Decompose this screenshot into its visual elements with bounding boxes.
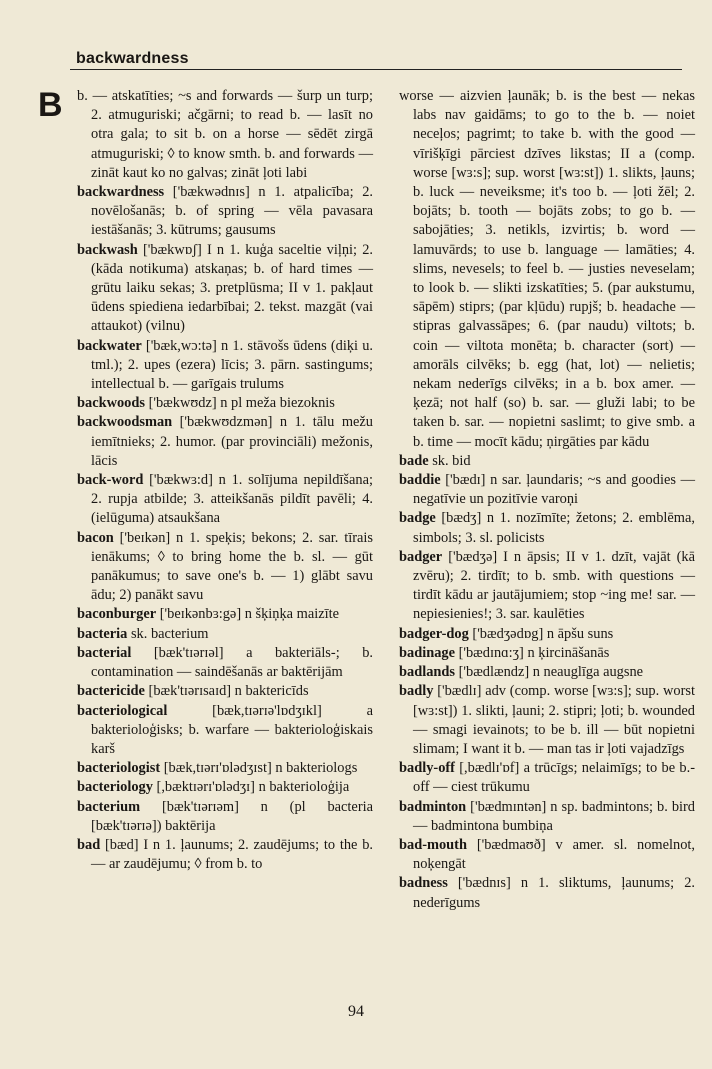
headword: baddie [399, 472, 441, 489]
headword: bacterium [77, 798, 141, 815]
dictionary-entry: badinage ['bædɪnɑ:ʒ] n ķircināšanās [399, 644, 610, 661]
dictionary-entry: badly ['bædlɪ] adv (comp. worse [wɜ:s]; sup. worst [wɜ:st]) 1. slikti, ļauni; 2. stipri; ļoti; b. wounded — smagi ievainots; to be b. ill — būt nopietni slimam; I want it b. — man tas ir ļoti vajadzīgs [399, 683, 695, 757]
headword: badger [399, 548, 443, 565]
headword: badly-off [399, 760, 455, 777]
dictionary-entry: backwash ['bækwɒʃ] I n 1. kuģa saceltie viļņi; 2. (kāda notikuma) atskaņas; b. of hard times — grūtu laiku sekas; 3. pretplūsma; II v 1. pakļaut ūdens spiedienа iedarbībai; 2. tekst. mazgāt (vai attaukot) (vilnu) [77, 241, 373, 335]
dictionary-entry: backwoodsman ['bækwʊdzmən] n 1. tālu mežu iemītnieks; 2. humor. (par provinciāli) mežonis, lācis [77, 414, 373, 469]
dictionary-entry: bacteriology [,bæktɪərɪ'ɒlədʒɪ] n bakterioloģija [77, 779, 350, 796]
dictionary-entry: badlands ['bædlændz] n neauglīga augsne [399, 664, 644, 681]
headword: bad-mouth [399, 836, 467, 853]
headword: badminton [399, 798, 467, 815]
running-head: backwardness [76, 50, 189, 67]
headword: backwoodsman [77, 414, 173, 431]
headword: backwardness [77, 184, 165, 201]
dictionary-entry: bacteriological [bæk,tɪərɪə'lɒdʒɪkl] a bakterioloģisks; b. warfare — bakterioloģiskais karš [77, 702, 373, 757]
dictionary-entry: badge [bædʒ] n 1. nozīmīte; žetons; 2. emblēma, simbols; 3. sl. policists [399, 510, 695, 546]
dictionary-entry: bacteria sk. bacterium [77, 625, 209, 642]
dictionary-entry: badger-dog ['bædʒədɒg] n āpšu suns [399, 625, 614, 642]
dictionary-entry: backwardness ['bækwədnɪs] n 1. atpalicība; 2. novēlošanās; b. of spring — vēla pavasara iestāšanās; 3. kūtrums; gausums [77, 184, 373, 239]
headword: badinage [399, 644, 455, 661]
right-column [399, 87, 695, 913]
dictionary-entry: badger ['bædʒə] I n āpsis; II v 1. dzīt, vajāt (kā zvēru); 2. tirdīt; to b. smb. with questions — tirdīt kādu ar jautājumiem; stop ~ing me! sar. — nepiesienies!; 3. sar. kaulēties [399, 548, 695, 623]
header-rule [70, 69, 682, 70]
headword: badger-dog [399, 625, 469, 642]
section-letter: B [38, 86, 63, 124]
dictionary-entry: bade sk. bid [399, 452, 471, 469]
headword: backwash [77, 241, 138, 258]
left-column [77, 87, 373, 874]
dictionary-entry: bad [bæd] I n 1. ļaunums; 2. zaudējums; to the b. — ar zaudējumu; ◊ from b. to [77, 836, 373, 873]
headword: bacteriologist [77, 760, 161, 777]
dictionary-entry: bacteriologist [bæk,tɪərɪ'ɒlədʒɪst] n bakteriologs [77, 760, 358, 777]
page-number: 94 [348, 1003, 364, 1020]
headword: backwater [77, 337, 142, 354]
dictionary-entry: backwater ['bæk,wɔ:tə] n 1. stāvošs ūdens (diķi u. tml.); 2. upes (ezera) līcis; 3. pārn. sastingums; intellectual b. — garīgais trulums [77, 337, 373, 393]
headword: bacteriology [77, 779, 153, 796]
dictionary-entry: backwoods ['bækwʊdz] n pl meža biezoknis [77, 395, 335, 412]
dictionary-entry: bacterium [bæk'tɪərɪəm] n (pl bacteria [bæk'tɪərɪə]) baktērija [77, 798, 373, 834]
dictionary-entry: bad-mouth ['bædmaʊð] v amer. sl. nomelnot, noķengāt [399, 836, 695, 873]
headword: badge [399, 510, 436, 527]
headword: bacteria [77, 625, 128, 642]
dictionary-entry: worse — aizvien ļaunāk; b. is the best — nekas labs nav gaidāms; to go to the b. — noiet neceļos; pagrimt; to take b. with the good — vīrišķīgi pārciest dzīves likstas; II a (comp. worse [wɜ:s]; sup. worst [wɜ:st]) 1. slikts, ļauns; b. luck — neveiksme; it's too b. — ļoti žēl; 2. bojāts; b. tooth — bojāts zobs; to go b. — sabojāties; 3. netikls, izvirtis; b. word — lamuvārds; to use b. language — lamāties; 4. slims, nevesels; to feel b. — justies neveselam; to look b. — slikti izskatīties; 5. (par aukstumu, sāpēm) stiprs; (par kļūdu) rupjš; b. headache — stipras galvassāpes; 6. (par naudu) viltots; b. coin — viltota monēta; b. character (sort) — amorāls cilvēks; b. egg (hat, lot) — nelietis; nekam nederīgs cilvēks; in a b. box amer. — ķezā; not half (so) b. sar. — gluži labi; to be taken b. sar. — nopietni saslimt; to give smb. a b. time — mocīt kādu; ņirgāties par kādu [399, 88, 695, 450]
dictionary-entry: baconburger ['beɪkənbɜ:gə] n šķiņķa maizīte [77, 606, 340, 623]
headword: bacteriological [77, 702, 168, 719]
dictionary-entry: bactericide [bæk'tɪərɪsaɪd] n baktericīds [77, 683, 309, 700]
headword: badness [399, 875, 448, 892]
headword: bad [77, 836, 101, 853]
dictionary-entry: b. — atskatīties; ~s and forwards — šurp un turp; 2. atmuguriski; ačgārni; to read b. — lasīt no otra gala; to sit b. on a horse — sēdēt zirgā atmuguriski; ◊ to know smth. b. and forwards — zināt kaut ko no galvas; zināt ļoti labi [77, 88, 373, 181]
dictionary-entry: baddie ['bædɪ] n sar. ļaundaris; ~s and goodies — negatīvie un pozitīvie varoņi [399, 472, 695, 508]
dictionary-entry: back-word ['bækwɜ:d] n 1. solījuma nepildīšana; 2. rupja atbilde; 3. atteikšanās pildīt pavēli; 4. (ielūguma) atsaukšana [77, 472, 373, 527]
dictionary-entry: badminton ['bædmɪntən] n sp. badmintons; b. bird — badmintona bumbiņa [399, 798, 695, 834]
headword: backwoods [77, 395, 145, 412]
headword: bacon [77, 529, 114, 546]
dictionary-entry: bacterial [bæk'tɪərɪəl] a bakteriāls-; b. contamination — saindēšanās ar baktērijām [77, 644, 373, 681]
headword: back-word [77, 472, 144, 489]
dictionary-entry: bacon ['beɪkən] n 1. speķis; bekons; 2. sar. tīrais ienākums; ◊ to bring home the b. sl. — gūt panākumus; to save one's b. — 1) glābt savu ādu; 2) panākt savu [77, 529, 373, 604]
headword: bactericide [77, 683, 145, 700]
headword: bade [399, 452, 429, 469]
dictionary-entry: badness ['bædnɪs] n 1. sliktums, ļaunums; 2. nederīgums [399, 875, 695, 911]
headword: baconburger [77, 606, 157, 623]
headword: badlands [399, 664, 456, 681]
dictionary-entry: badly-off [,bædlɪ'ɒf] a trūcīgs; nelaimīgs; to be b.-off — ciest trūkumu [399, 760, 695, 796]
headword: bacterial [77, 644, 132, 661]
headword: badly [399, 683, 434, 700]
